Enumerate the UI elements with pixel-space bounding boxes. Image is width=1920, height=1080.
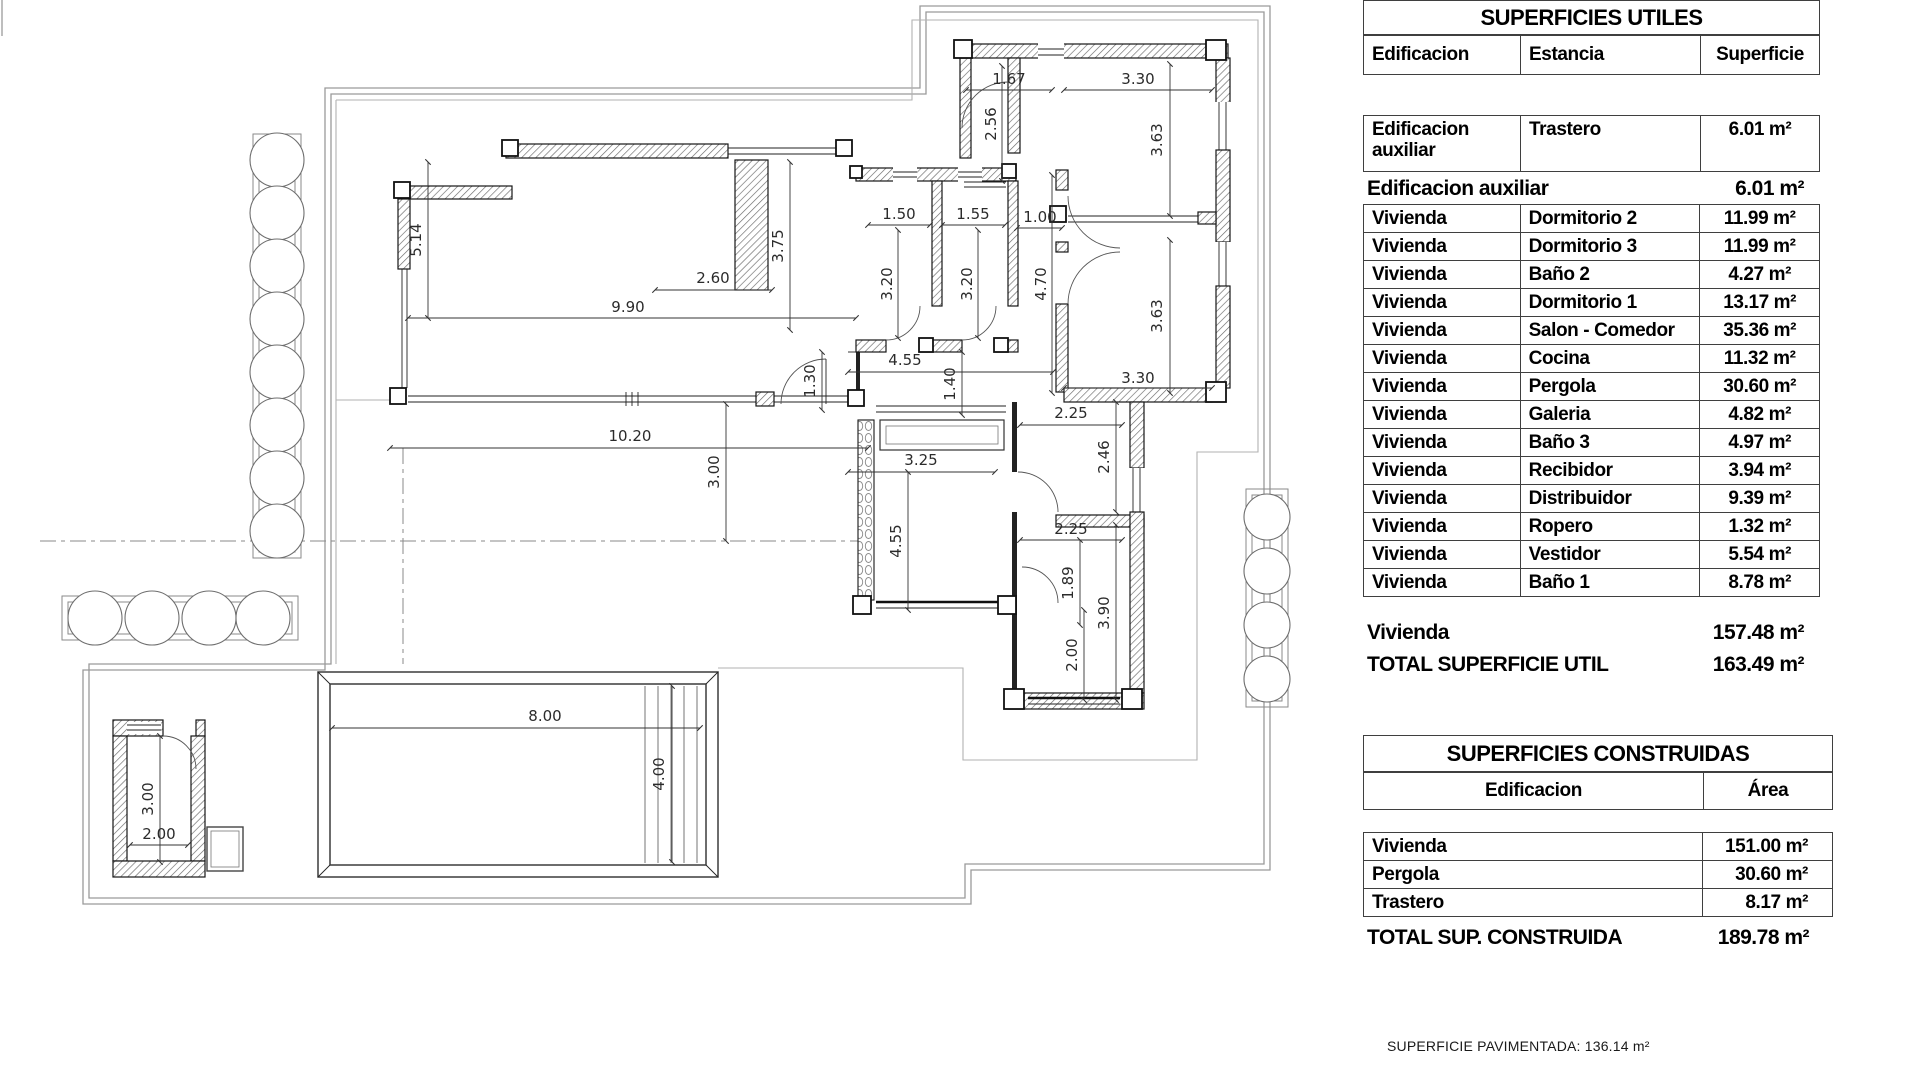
dimension-label: 3.63	[1148, 299, 1166, 333]
dimension-label: 1.55	[956, 205, 990, 223]
superficies-utiles-title: SUPERFICIES UTILES	[1363, 0, 1820, 35]
column-header-area: Área	[1747, 780, 1789, 801]
column-header-superficie: Superficie	[1716, 44, 1804, 65]
construidas-table	[1363, 832, 1833, 917]
table-row: Vivienda Dormitorio 3 11.99 m²	[1364, 233, 1820, 261]
vivienda-total-line	[1363, 619, 1820, 647]
table-row: Vivienda Baño 3 4.97 m²	[1364, 429, 1820, 457]
dimension-label: 2.25	[1054, 404, 1088, 422]
table-row: Vivienda 151.00 m²	[1364, 833, 1833, 861]
total-util-value: 163.49 m²	[1712, 653, 1804, 676]
planter-left	[250, 133, 304, 558]
area-tables	[1363, 0, 1843, 1080]
dimension-label: 1.50	[882, 205, 916, 223]
pavimentada-note: SUPERFICIE PAVIMENTADA: 136.14 m²	[1387, 1038, 1650, 1054]
total-construida-line	[1363, 926, 1833, 950]
aux-estancia-cell: Trastero	[1521, 116, 1701, 171]
dimension-label: 3.30	[1121, 369, 1155, 387]
table-row: Vivienda Galeria 4.82 m²	[1364, 401, 1820, 429]
dimension-label: 3.00	[705, 455, 723, 489]
column-header-estancia: Estancia	[1521, 36, 1701, 74]
dimension-label: 1.30	[801, 364, 819, 398]
table-row: Vivienda Pergola 30.60 m²	[1364, 373, 1820, 401]
table-row: Vivienda Baño 2 4.27 m²	[1364, 261, 1820, 289]
table-row: Vivienda Vestidor 5.54 m²	[1364, 541, 1820, 569]
table-row: Vivienda Baño 1 8.78 m²	[1364, 569, 1820, 597]
dimension-label: 3.63	[1148, 123, 1166, 157]
dimension-label: 1.89	[1059, 566, 1077, 600]
planter-bottom	[62, 591, 298, 645]
table-row: Vivienda Distribuidor 9.39 m²	[1364, 485, 1820, 513]
table-row: Trastero 8.17 m²	[1364, 889, 1833, 917]
dimension-label: 1.40	[941, 367, 959, 401]
galeria	[756, 392, 1006, 608]
aux-total-label: Edificacion auxiliar	[1367, 177, 1549, 200]
dimension-label: 3.30	[1121, 70, 1155, 88]
dimension-label: 2.25	[1054, 520, 1088, 538]
dimension-label: 2.60	[696, 269, 730, 287]
dimension-label: 4.70	[1032, 267, 1050, 301]
total-util-label: TOTAL SUPERFICIE UTIL	[1367, 653, 1609, 676]
aux-total-line	[1363, 174, 1820, 204]
table-row: Vivienda Recibidor 3.94 m²	[1364, 457, 1820, 485]
vivienda-total-label: Vivienda	[1367, 621, 1449, 644]
trastero-building	[113, 720, 243, 877]
dimension-label: 3.00	[139, 782, 157, 816]
dimension-label: 2.00	[142, 825, 176, 843]
total-construida-label: TOTAL SUP. CONSTRUIDA	[1367, 926, 1623, 949]
dimension-label: 2.56	[982, 107, 1000, 141]
planter-right	[1244, 489, 1290, 707]
table-row: Pergola 30.60 m²	[1364, 861, 1833, 889]
total-superficie-util-line	[1363, 650, 1820, 680]
superficies-construidas-title: SUPERFICIES CONSTRUIDAS	[1363, 735, 1833, 772]
dimension-label: 3.90	[1095, 596, 1113, 630]
dimension-label: 10.20	[608, 427, 652, 445]
dimension-label: 2.46	[1095, 440, 1113, 474]
dimension-label: 9.90	[611, 298, 645, 316]
table-row: Vivienda Ropero 1.32 m²	[1364, 513, 1820, 541]
dimension-label: 3.25	[904, 451, 938, 469]
aux-edificacion-cell: Edificacion auxiliar	[1364, 116, 1521, 171]
table-row: Vivienda Dormitorio 2 11.99 m²	[1364, 205, 1820, 233]
salon-walls	[398, 144, 860, 406]
table-row: Vivienda Cocina 11.32 m²	[1364, 345, 1820, 373]
dimension-label: 5.14	[407, 223, 425, 257]
hall-walls	[1056, 170, 1068, 392]
aux-superficie-cell: 6.01 m²	[1728, 119, 1792, 140]
vivienda-rooms-table	[1363, 204, 1820, 597]
dimension-label: 4.00	[650, 757, 668, 791]
aux-building-row	[1363, 115, 1820, 172]
dimension-label: 3.20	[878, 267, 896, 301]
superficies-utiles-header	[1363, 35, 1820, 75]
dimension-label: 3.20	[958, 267, 976, 301]
dimension-label: 4.55	[887, 524, 905, 558]
dimension-label: 1.00	[1023, 208, 1057, 226]
dimension-label: 3.75	[769, 229, 787, 263]
dimension-label: 2.00	[1063, 638, 1081, 672]
table-row: Vivienda Dormitorio 1 13.17 m²	[1364, 289, 1820, 317]
dimension-label: 4.55	[888, 351, 922, 369]
chimney	[735, 160, 768, 290]
superficies-construidas-header	[1363, 772, 1833, 810]
total-construida-value: 189.78 m²	[1717, 926, 1809, 949]
column-header-edificacion-2: Edificacion	[1364, 773, 1704, 809]
dimension-label: 8.00	[528, 707, 562, 725]
vivienda-total-value: 157.48 m²	[1712, 621, 1804, 644]
aux-total-value: 6.01 m²	[1735, 177, 1804, 200]
column-header-edificacion: Edificacion	[1364, 36, 1521, 74]
table-row: Vivienda Salon - Comedor 35.36 m²	[1364, 317, 1820, 345]
small-rooms	[848, 166, 1018, 352]
dimension-label: 1.67	[992, 70, 1026, 88]
